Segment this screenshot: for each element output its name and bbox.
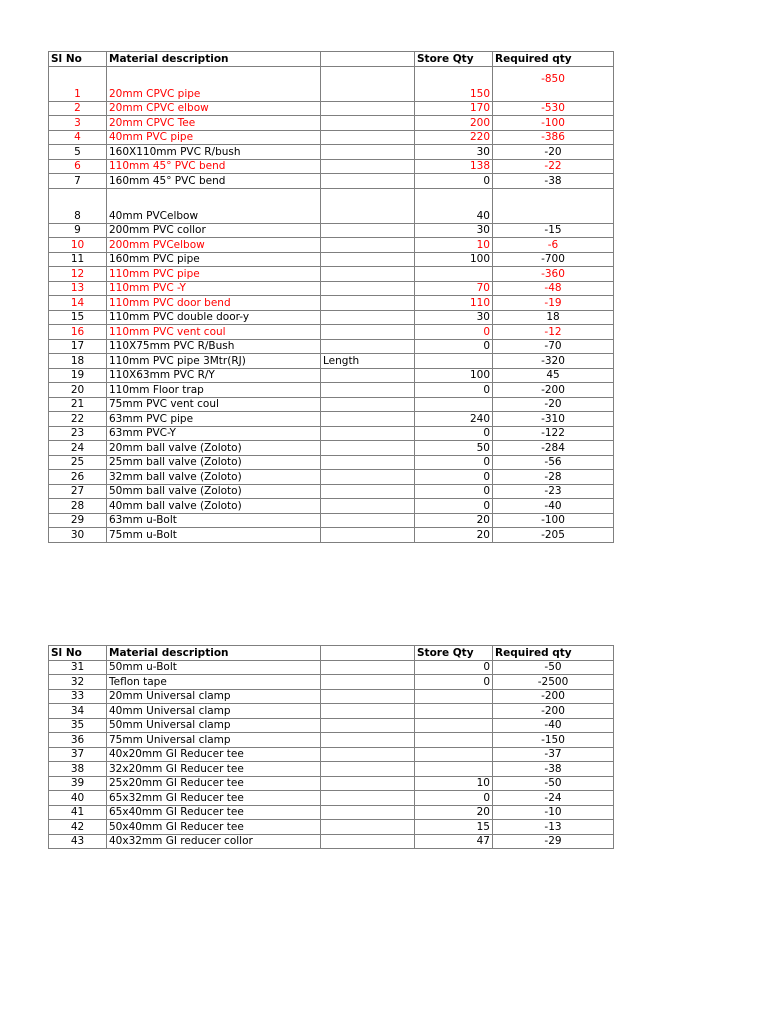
cell-extra [321, 660, 415, 675]
table-row [49, 66, 614, 101]
cell-material-description: 75mm PVC vent coul [107, 397, 321, 412]
cell-extra [321, 484, 415, 499]
cell-sl-no: 4 [49, 130, 107, 145]
cell-extra [321, 528, 415, 543]
cell-material-description: 40x20mm GI Reducer tee [107, 747, 321, 762]
table-row [49, 689, 614, 704]
cell-required-qty: -50 [493, 776, 614, 791]
header-material-description: Material description [107, 52, 321, 67]
cell-required-qty: -20 [493, 145, 614, 160]
cell-material-description: 20mm CPVC elbow [107, 101, 321, 116]
cell-store-qty: 15 [415, 820, 493, 835]
cell-material-description: 40mm Universal clamp [107, 704, 321, 719]
cell-store-qty: 0 [415, 174, 493, 189]
cell-material-description: 20mm CPVC pipe [107, 66, 321, 101]
table-row [49, 223, 614, 238]
cell-required-qty: -310 [493, 412, 614, 427]
cell-material-description: 20mm Universal clamp [107, 689, 321, 704]
cell-sl-no: 32 [49, 675, 107, 690]
cell-extra [321, 397, 415, 412]
cell-extra [321, 310, 415, 325]
cell-extra [321, 188, 415, 223]
table-row [49, 776, 614, 791]
cell-material-description: 20mm CPVC Tee [107, 116, 321, 131]
cell-extra [321, 747, 415, 762]
cell-required-qty: -50 [493, 660, 614, 675]
cell-material-description: 25mm ball valve (Zoloto) [107, 455, 321, 470]
cell-store-qty [415, 397, 493, 412]
cell-store-qty: 0 [415, 455, 493, 470]
header-material-description: Material description [107, 646, 321, 661]
cell-material-description: 50x40mm GI Reducer tee [107, 820, 321, 835]
cell-sl-no: 15 [49, 310, 107, 325]
cell-sl-no: 40 [49, 791, 107, 806]
cell-required-qty: -37 [493, 747, 614, 762]
cell-required-qty: -200 [493, 383, 614, 398]
cell-material-description: 200mm PVC collor [107, 223, 321, 238]
table-row [49, 718, 614, 733]
cell-sl-no: 3 [49, 116, 107, 131]
cell-extra [321, 252, 415, 267]
cell-material-description: 32mm ball valve (Zoloto) [107, 470, 321, 485]
cell-extra [321, 718, 415, 733]
cell-sl-no: 19 [49, 368, 107, 383]
cell-required-qty: -530 [493, 101, 614, 116]
cell-required-qty: -100 [493, 513, 614, 528]
cell-extra [321, 441, 415, 456]
cell-required-qty: -28 [493, 470, 614, 485]
cell-extra [321, 296, 415, 311]
cell-store-qty [415, 267, 493, 282]
cell-sl-no: 26 [49, 470, 107, 485]
table-row [49, 130, 614, 145]
cell-extra [321, 733, 415, 748]
cell-sl-no: 28 [49, 499, 107, 514]
cell-required-qty: -22 [493, 159, 614, 174]
table-row [49, 499, 614, 514]
cell-sl-no: 2 [49, 101, 107, 116]
table-row [49, 704, 614, 719]
header-required-qty: Required qty [493, 52, 614, 67]
cell-extra [321, 116, 415, 131]
cell-sl-no: 14 [49, 296, 107, 311]
cell-material-description: 65x32mm GI Reducer tee [107, 791, 321, 806]
cell-required-qty: 18 [493, 310, 614, 325]
cell-sl-no: 10 [49, 238, 107, 253]
cell-sl-no: 33 [49, 689, 107, 704]
cell-extra [321, 675, 415, 690]
table-row [49, 267, 614, 282]
table-2-body [49, 646, 614, 849]
cell-extra [321, 426, 415, 441]
cell-required-qty: -100 [493, 116, 614, 131]
table-row [49, 660, 614, 675]
table-row [49, 733, 614, 748]
cell-store-qty: 170 [415, 101, 493, 116]
cell-material-description: 40mm PVCelbow [107, 188, 321, 223]
cell-material-description: 110mm PVC vent coul [107, 325, 321, 340]
table-row [49, 455, 614, 470]
cell-required-qty: -40 [493, 718, 614, 733]
cell-store-qty: 150 [415, 66, 493, 101]
cell-sl-no: 12 [49, 267, 107, 282]
cell-material-description: 40x32mm GI reducer collor [107, 834, 321, 849]
cell-material-description: 75mm Universal clamp [107, 733, 321, 748]
cell-sl-no: 43 [49, 834, 107, 849]
cell-required-qty: -40 [493, 499, 614, 514]
cell-material-description: 110mm PVC pipe 3Mtr(RJ) [107, 354, 321, 369]
cell-store-qty: 0 [415, 470, 493, 485]
cell-required-qty: -15 [493, 223, 614, 238]
cell-required-qty: -70 [493, 339, 614, 354]
cell-extra [321, 455, 415, 470]
cell-material-description: 63mm PVC pipe [107, 412, 321, 427]
cell-store-qty: 0 [415, 675, 493, 690]
cell-material-description: 63mm u-Bolt [107, 513, 321, 528]
table-row [49, 325, 614, 340]
cell-sl-no: 5 [49, 145, 107, 160]
cell-material-description: 160X110mm PVC R/bush [107, 145, 321, 160]
cell-required-qty: -38 [493, 174, 614, 189]
cell-store-qty: 220 [415, 130, 493, 145]
cell-store-qty: 0 [415, 383, 493, 398]
cell-required-qty: -700 [493, 252, 614, 267]
table-row [49, 145, 614, 160]
cell-sl-no: 38 [49, 762, 107, 777]
table-row [49, 296, 614, 311]
cell-extra [321, 339, 415, 354]
table-row [49, 441, 614, 456]
cell-material-description: 110mm 45° PVC bend [107, 159, 321, 174]
cell-required-qty: -320 [493, 354, 614, 369]
cell-required-qty: -850 [493, 66, 614, 101]
cell-extra [321, 267, 415, 282]
cell-store-qty: 0 [415, 339, 493, 354]
cell-sl-no: 29 [49, 513, 107, 528]
header-sl-no: Sl No [49, 52, 107, 67]
table-row [49, 791, 614, 806]
header-blank [321, 646, 415, 661]
table-row [49, 762, 614, 777]
cell-sl-no: 7 [49, 174, 107, 189]
cell-sl-no: 36 [49, 733, 107, 748]
cell-material-description: 65x40mm GI Reducer tee [107, 805, 321, 820]
cell-sl-no: 41 [49, 805, 107, 820]
cell-required-qty: -13 [493, 820, 614, 835]
cell-extra [321, 820, 415, 835]
cell-store-qty: 20 [415, 805, 493, 820]
header-required-qty: Required qty [493, 646, 614, 661]
table-row [49, 383, 614, 398]
cell-sl-no: 34 [49, 704, 107, 719]
cell-extra [321, 325, 415, 340]
cell-extra [321, 174, 415, 189]
cell-store-qty: 30 [415, 223, 493, 238]
table-row [49, 675, 614, 690]
cell-required-qty: 45 [493, 368, 614, 383]
cell-required-qty: -12 [493, 325, 614, 340]
table-row [49, 426, 614, 441]
cell-store-qty: 138 [415, 159, 493, 174]
cell-required-qty: -2500 [493, 675, 614, 690]
table-row [49, 805, 614, 820]
cell-sl-no: 24 [49, 441, 107, 456]
cell-material-description: 110mm PVC double door-y [107, 310, 321, 325]
cell-extra: Length [321, 354, 415, 369]
cell-store-qty: 30 [415, 310, 493, 325]
table-row [49, 188, 614, 223]
cell-required-qty: -6 [493, 238, 614, 253]
table-row [49, 310, 614, 325]
cell-sl-no: 6 [49, 159, 107, 174]
cell-store-qty: 20 [415, 513, 493, 528]
table-row [49, 747, 614, 762]
cell-store-qty: 100 [415, 368, 493, 383]
cell-material-description: 32x20mm GI Reducer tee [107, 762, 321, 777]
cell-material-description: 50mm u-Bolt [107, 660, 321, 675]
cell-extra [321, 101, 415, 116]
cell-extra [321, 145, 415, 160]
table-row [49, 354, 614, 369]
cell-required-qty: -150 [493, 733, 614, 748]
cell-required-qty: -38 [493, 762, 614, 777]
cell-extra [321, 776, 415, 791]
cell-required-qty: -48 [493, 281, 614, 296]
cell-extra [321, 412, 415, 427]
header-store-qty: Store Qty [415, 646, 493, 661]
table-row [49, 116, 614, 131]
cell-extra [321, 513, 415, 528]
cell-extra [321, 470, 415, 485]
table-1-body [49, 52, 614, 543]
cell-store-qty: 10 [415, 776, 493, 791]
table-row [49, 339, 614, 354]
cell-required-qty: -386 [493, 130, 614, 145]
table-row [49, 484, 614, 499]
cell-store-qty: 0 [415, 660, 493, 675]
table-row [49, 528, 614, 543]
table-row [49, 281, 614, 296]
cell-material-description: 110X75mm PVC R/Bush [107, 339, 321, 354]
cell-material-description: 110mm Floor trap [107, 383, 321, 398]
cell-store-qty [415, 733, 493, 748]
cell-sl-no: 23 [49, 426, 107, 441]
materials-table-2 [48, 645, 614, 849]
table-header-row [49, 52, 614, 67]
cell-extra [321, 791, 415, 806]
cell-store-qty: 47 [415, 834, 493, 849]
header-blank [321, 52, 415, 67]
table-row [49, 101, 614, 116]
cell-extra [321, 499, 415, 514]
cell-extra [321, 704, 415, 719]
cell-sl-no: 20 [49, 383, 107, 398]
cell-material-description: 40mm PVC pipe [107, 130, 321, 145]
cell-material-description: 110mm PVC door bend [107, 296, 321, 311]
table-row [49, 252, 614, 267]
cell-sl-no: 39 [49, 776, 107, 791]
table-row [49, 820, 614, 835]
cell-required-qty: -360 [493, 267, 614, 282]
cell-store-qty: 0 [415, 426, 493, 441]
cell-required-qty: -205 [493, 528, 614, 543]
cell-sl-no: 13 [49, 281, 107, 296]
cell-material-description: 25x20mm GI Reducer tee [107, 776, 321, 791]
cell-extra [321, 762, 415, 777]
table-row [49, 412, 614, 427]
cell-store-qty [415, 747, 493, 762]
cell-extra [321, 66, 415, 101]
materials-table-1 [48, 51, 614, 543]
table-row [49, 513, 614, 528]
cell-extra [321, 689, 415, 704]
cell-material-description: 50mm ball valve (Zoloto) [107, 484, 321, 499]
cell-store-qty: 0 [415, 484, 493, 499]
cell-store-qty: 100 [415, 252, 493, 267]
cell-sl-no: 8 [49, 188, 107, 223]
cell-store-qty [415, 689, 493, 704]
cell-sl-no: 21 [49, 397, 107, 412]
header-store-qty: Store Qty [415, 52, 493, 67]
table-row [49, 397, 614, 412]
cell-required-qty: -284 [493, 441, 614, 456]
table-row [49, 159, 614, 174]
cell-sl-no: 25 [49, 455, 107, 470]
cell-required-qty [493, 188, 614, 223]
cell-sl-no: 16 [49, 325, 107, 340]
cell-material-description: 50mm Universal clamp [107, 718, 321, 733]
cell-store-qty [415, 762, 493, 777]
cell-sl-no: 9 [49, 223, 107, 238]
cell-store-qty: 0 [415, 791, 493, 806]
cell-sl-no: 1 [49, 66, 107, 101]
cell-store-qty [415, 704, 493, 719]
cell-required-qty: -20 [493, 397, 614, 412]
cell-material-description: 160mm 45° PVC bend [107, 174, 321, 189]
cell-required-qty: -56 [493, 455, 614, 470]
cell-extra [321, 223, 415, 238]
cell-sl-no: 42 [49, 820, 107, 835]
cell-required-qty: -23 [493, 484, 614, 499]
cell-store-qty [415, 354, 493, 369]
cell-store-qty: 0 [415, 499, 493, 514]
cell-extra [321, 368, 415, 383]
table-row [49, 368, 614, 383]
cell-material-description: 63mm PVC-Y [107, 426, 321, 441]
cell-store-qty [415, 718, 493, 733]
cell-store-qty: 0 [415, 325, 493, 340]
cell-store-qty: 30 [415, 145, 493, 160]
cell-required-qty: -29 [493, 834, 614, 849]
cell-extra [321, 805, 415, 820]
cell-required-qty: -19 [493, 296, 614, 311]
cell-extra [321, 834, 415, 849]
cell-required-qty: -24 [493, 791, 614, 806]
table-row [49, 470, 614, 485]
cell-store-qty: 10 [415, 238, 493, 253]
cell-store-qty: 50 [415, 441, 493, 456]
cell-store-qty: 40 [415, 188, 493, 223]
cell-extra [321, 238, 415, 253]
cell-extra [321, 281, 415, 296]
cell-required-qty: -122 [493, 426, 614, 441]
cell-material-description: 160mm PVC pipe [107, 252, 321, 267]
cell-material-description: 40mm ball valve (Zoloto) [107, 499, 321, 514]
table-row [49, 834, 614, 849]
cell-material-description: 20mm ball valve (Zoloto) [107, 441, 321, 456]
cell-extra [321, 130, 415, 145]
cell-sl-no: 35 [49, 718, 107, 733]
cell-store-qty: 110 [415, 296, 493, 311]
cell-material-description: 110mm PVC -Y [107, 281, 321, 296]
cell-required-qty: -10 [493, 805, 614, 820]
cell-required-qty: -200 [493, 704, 614, 719]
cell-store-qty: 20 [415, 528, 493, 543]
cell-material-description: 75mm u-Bolt [107, 528, 321, 543]
cell-store-qty: 70 [415, 281, 493, 296]
table-row [49, 238, 614, 253]
cell-sl-no: 37 [49, 747, 107, 762]
header-sl-no: Sl No [49, 646, 107, 661]
cell-sl-no: 11 [49, 252, 107, 267]
cell-extra [321, 159, 415, 174]
cell-material-description: 110mm PVC pipe [107, 267, 321, 282]
cell-extra [321, 383, 415, 398]
cell-required-qty: -200 [493, 689, 614, 704]
cell-store-qty: 240 [415, 412, 493, 427]
cell-sl-no: 30 [49, 528, 107, 543]
cell-material-description: Teflon tape [107, 675, 321, 690]
cell-sl-no: 31 [49, 660, 107, 675]
cell-sl-no: 17 [49, 339, 107, 354]
table-row [49, 174, 614, 189]
cell-material-description: 110X63mm PVC R/Y [107, 368, 321, 383]
cell-sl-no: 27 [49, 484, 107, 499]
cell-store-qty: 200 [415, 116, 493, 131]
cell-sl-no: 22 [49, 412, 107, 427]
table-header-row [49, 646, 614, 661]
cell-material-description: 200mm PVCelbow [107, 238, 321, 253]
cell-sl-no: 18 [49, 354, 107, 369]
